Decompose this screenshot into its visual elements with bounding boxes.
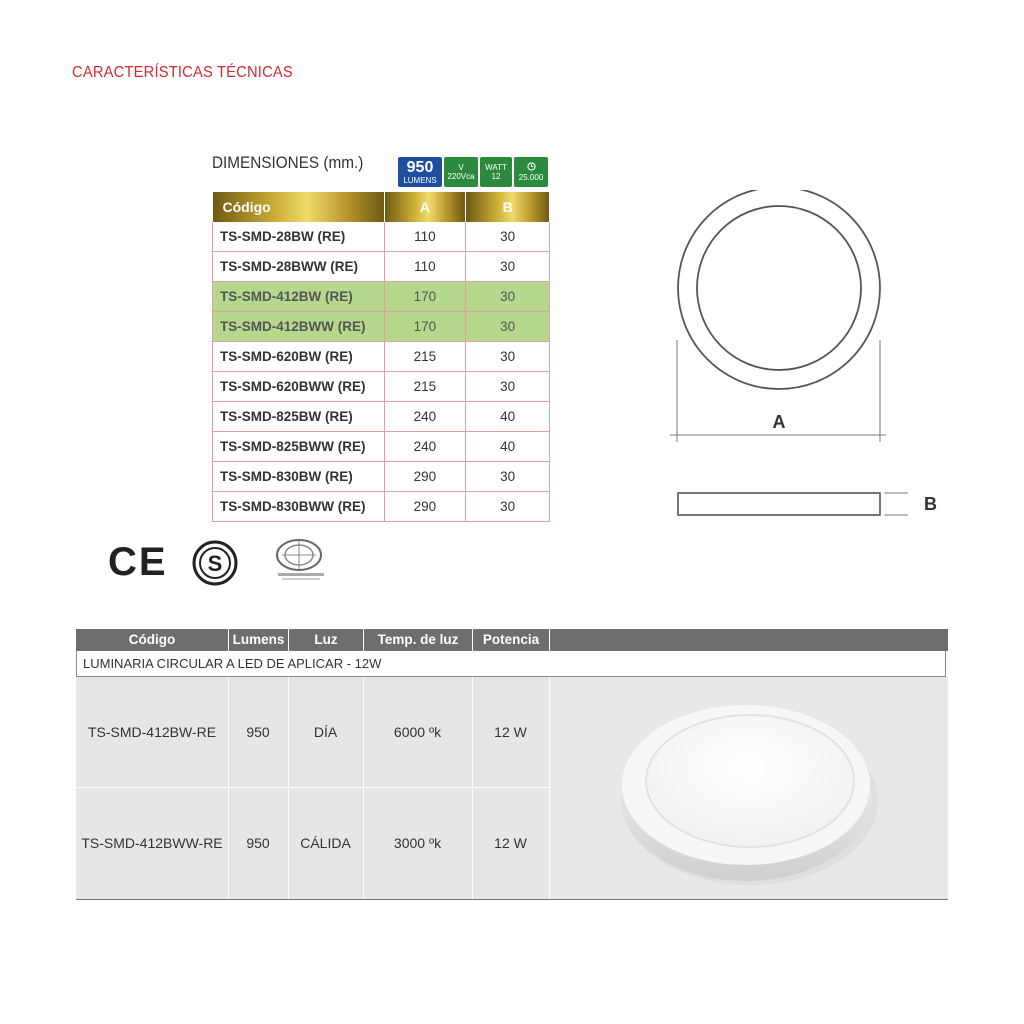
row2-lumens: 950 — [246, 835, 270, 851]
table-row-highlighted — [213, 312, 550, 342]
row-a: 170 — [384, 312, 466, 342]
header-luz: Luz — [289, 629, 364, 651]
table-row-highlighted — [213, 282, 550, 312]
row-b: 30 — [466, 222, 550, 252]
row-a: 290 — [384, 462, 466, 492]
outer-circle — [678, 190, 880, 389]
dimensions-title: DIMENSIONES (mm.) — [212, 153, 364, 172]
lumens-value: 950 — [406, 158, 434, 176]
hours-value: 25.000 — [518, 173, 544, 182]
dimensions-header-row — [213, 192, 550, 222]
row-b: 30 — [466, 372, 550, 402]
row-code: TS-SMD-825BW (RE) — [213, 402, 385, 432]
row-code: TS-SMD-412BW (RE) — [213, 282, 385, 312]
row-code: TS-SMD-28BWW (RE) — [213, 252, 385, 282]
row2-temp: 3000 ºk — [393, 835, 442, 851]
row-b: 30 — [466, 462, 550, 492]
lumens-label: LUMENS — [403, 175, 437, 185]
row1-lumens: 950 — [246, 724, 270, 740]
header-codigo: Código — [76, 629, 229, 651]
header-a: A — [384, 192, 466, 222]
ce-mark: CE — [108, 540, 168, 584]
header-lumens: Lumens — [229, 629, 289, 651]
row-b: 30 — [466, 282, 550, 312]
table-row — [213, 222, 550, 252]
row-b: 30 — [466, 252, 550, 282]
table-row — [213, 432, 550, 462]
inner-circle — [697, 206, 861, 370]
row1-potencia: 12 W — [494, 724, 527, 740]
row-a: 170 — [384, 282, 466, 312]
watt-badge — [480, 157, 512, 187]
quality-seal-icon — [272, 538, 330, 584]
header-potencia: Potencia — [473, 629, 550, 651]
row-a: 215 — [384, 342, 466, 372]
product-image-cell — [550, 677, 948, 899]
row-a: 240 — [384, 402, 466, 432]
table-row — [213, 252, 550, 282]
row-code: TS-SMD-830BWW (RE) — [213, 492, 385, 522]
product-subtitle: LUMINARIA CIRCULAR A LED DE APLICAR - 12W — [76, 651, 946, 677]
header-codigo: Código — [213, 192, 385, 222]
side-profile — [678, 493, 880, 515]
row-b: 30 — [466, 492, 550, 522]
row-b: 40 — [466, 432, 550, 462]
row-code: TS-SMD-620BW (RE) — [213, 342, 385, 372]
row-b: 30 — [466, 312, 550, 342]
row-code: TS-SMD-830BW (RE) — [213, 462, 385, 492]
row-a: 215 — [384, 372, 466, 402]
voltage-value: 220Vca — [447, 172, 475, 181]
product-table — [76, 629, 948, 899]
spec-badges — [398, 157, 548, 187]
header-temp: Temp. de luz — [364, 629, 473, 651]
row-a: 110 — [384, 222, 466, 252]
table-row — [213, 402, 550, 432]
row-a: 240 — [384, 432, 466, 462]
row1-codigo: TS-SMD-412BW-RE — [87, 724, 217, 740]
header-b: B — [466, 192, 550, 222]
s-mark-icon — [192, 540, 238, 586]
table-row — [213, 492, 550, 522]
table-row — [213, 462, 550, 492]
row2-luz: CÁLIDA — [300, 835, 351, 851]
led-panel-image — [550, 677, 948, 899]
row-b: 40 — [466, 402, 550, 432]
row1-luz: DÍA — [313, 724, 338, 740]
row-b: 30 — [466, 342, 550, 372]
row-code: TS-SMD-412BWW (RE) — [213, 312, 385, 342]
row-a: 110 — [384, 252, 466, 282]
row1-temp: 6000 ºk — [393, 724, 442, 740]
dim-a-label: A — [772, 412, 786, 432]
row-code: TS-SMD-28BW (RE) — [213, 222, 385, 252]
technical-drawing — [668, 190, 908, 530]
row-code: TS-SMD-825BWW (RE) — [213, 432, 385, 462]
hours-badge — [514, 157, 548, 187]
clock-icon — [527, 162, 536, 173]
voltage-badge — [444, 157, 478, 187]
voltage-top: V — [458, 163, 464, 172]
dimensions-table — [212, 192, 550, 522]
table-row — [213, 372, 550, 402]
lumens-badge — [398, 157, 442, 187]
row-a: 290 — [384, 492, 466, 522]
s-mark-letter: S — [207, 551, 223, 576]
dim-b-label: B — [924, 494, 937, 514]
section-title: CARACTERÍSTICAS TÉCNICAS — [72, 64, 293, 81]
watt-value: 12 — [491, 172, 501, 181]
watt-top: WATT — [485, 163, 507, 172]
product-table-header — [76, 629, 948, 651]
row2-potencia: 12 W — [494, 835, 527, 851]
row-code: TS-SMD-620BWW (RE) — [213, 372, 385, 402]
row2-codigo: TS-SMD-412BWW-RE — [81, 835, 223, 851]
table-row — [213, 342, 550, 372]
